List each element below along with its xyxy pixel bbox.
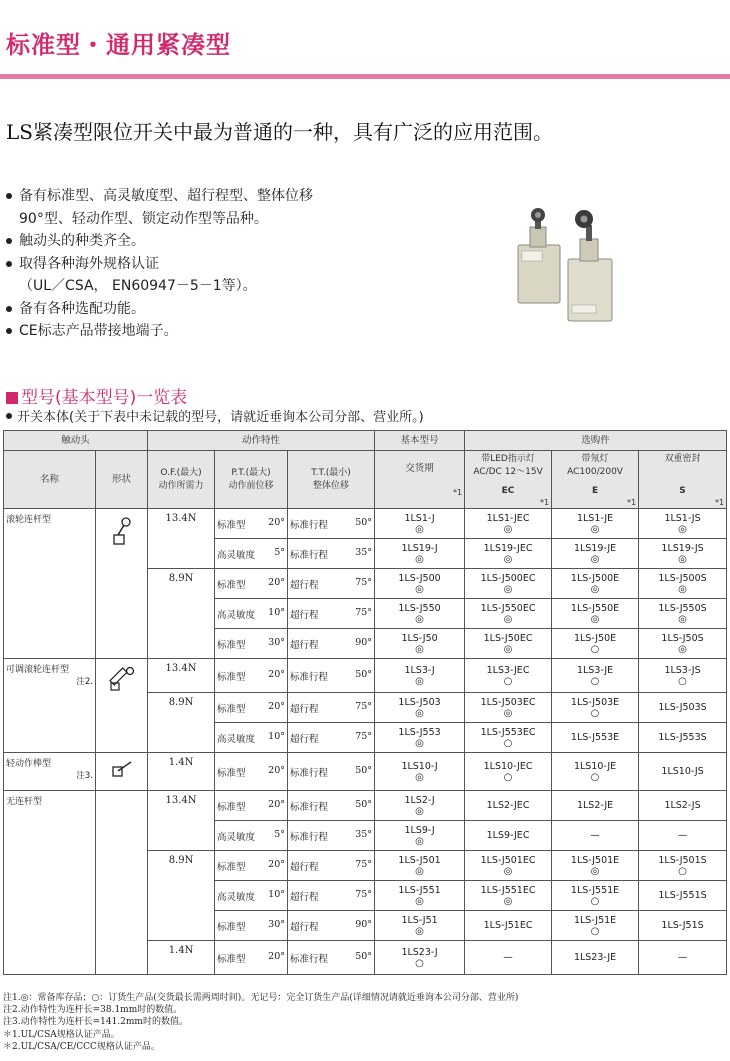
model-cell: 1LS-J503 ◎: [375, 693, 465, 723]
header-of: O.F.(最大) 动作所需力: [148, 451, 215, 509]
tt-value: 标准行程 50°: [288, 659, 375, 693]
actuator-shape: [96, 509, 148, 659]
pt-value: 高灵敏度 10°: [215, 723, 288, 753]
actuator-name: 轻动作棒型 注3.: [4, 753, 96, 791]
pt-value: 标准型 20°: [215, 569, 288, 599]
header-options: 选购件: [465, 431, 727, 451]
tt-value: 超行程 75°: [288, 569, 375, 599]
bullet-icon: [6, 261, 12, 267]
model-cell: 1LS-J50E ○: [552, 629, 639, 659]
model-cell: 1LS-J553E: [552, 723, 639, 753]
model-cell: 1LS1-JE ◎: [552, 509, 639, 539]
model-cell: 1LS-J50S ◎: [639, 629, 727, 659]
model-cell: 1LS2-JS: [639, 791, 727, 821]
bullet-icon: [6, 413, 12, 419]
footnotes: [3, 992, 518, 1053]
pt-value: 标准型 20°: [215, 941, 288, 975]
tt-value: 标准行程 50°: [288, 753, 375, 791]
actuator-name: 滚轮连杆型: [4, 509, 96, 659]
model-cell: 1LS-J50EC ◎: [465, 629, 552, 659]
model-cell: 1LS-J51EC: [465, 911, 552, 941]
model-cell: 1LS10-JE ○: [552, 753, 639, 791]
model-cell: 1LS2-J ◎: [375, 791, 465, 821]
tt-value: 超行程 75°: [288, 881, 375, 911]
section-title: 型号(基本型号)一览表: [6, 383, 187, 408]
model-cell: —: [465, 941, 552, 975]
model-cell: 1LS-J500EC ◎: [465, 569, 552, 599]
model-cell: 1LS19-J ◎: [375, 539, 465, 569]
model-cell: 1LS-J550S ◎: [639, 599, 727, 629]
pt-value: 高灵敏度 5°: [215, 821, 288, 851]
model-cell: 1LS-J553EC ○: [465, 723, 552, 753]
model-cell: 1LS2-JE: [552, 791, 639, 821]
tt-value: 超行程 90°: [288, 629, 375, 659]
footnote: ＊1.UL/CSA规格认证产品。: [3, 1029, 120, 1040]
table-row: [4, 753, 727, 791]
model-cell: 1LS-J501EC ◎: [465, 851, 552, 881]
pt-value: 标准型 20°: [215, 659, 288, 693]
header-neon: 带氖灯 AC100/200V E *1: [552, 451, 639, 509]
model-cell: 1LS-J501S ○: [639, 851, 727, 881]
of-value: 8.9N: [148, 569, 215, 659]
model-cell: —: [552, 821, 639, 851]
tt-value: 超行程 75°: [288, 851, 375, 881]
pt-value: 标准型 20°: [215, 753, 288, 791]
tt-value: 标准行程 35°: [288, 539, 375, 569]
of-value: 13.4N: [148, 659, 215, 693]
model-cell: 1LS1-JS ◎: [639, 509, 727, 539]
feature-item: 取得各种海外规格认证 （UL／CSA， EN60947－5－1等）。: [6, 253, 313, 298]
of-value: 13.4N: [148, 509, 215, 569]
model-cell: 1LS-J503EC ◎: [465, 693, 552, 723]
model-cell: 1LS19-JS ◎: [639, 539, 727, 569]
model-cell: 1LS3-JE ○: [552, 659, 639, 693]
model-cell: 1LS23-J ○: [375, 941, 465, 975]
footnote: 注1.◎：常备库存品；○：订货生产品(交货最长需两周时间)。无记号：完全订货生产品(详细情况请就近垂询本公司分部、营业所): [3, 993, 519, 1003]
model-cell: 1LS-J550EC ◎: [465, 599, 552, 629]
header-led: 带LED指示灯 AC/DC 12～15V EC *1: [465, 451, 552, 509]
page-title: 标准型・通用紧凑型: [6, 31, 231, 59]
pt-value: 高灵敏度 10°: [215, 881, 288, 911]
footnote: 注2.动作特性为连杆长=38.1mm时的数值。: [3, 1005, 183, 1016]
table-row: [4, 659, 727, 693]
tt-value: 标准行程 50°: [288, 791, 375, 821]
table-row: [4, 791, 727, 821]
pt-value: 高灵敏度 10°: [215, 599, 288, 629]
model-cell: 1LS-J500 ◎: [375, 569, 465, 599]
tt-value: 超行程 75°: [288, 723, 375, 753]
header-seal: 双重密封 S *1: [639, 451, 727, 509]
adjustable-roller-lever-icon: [109, 683, 135, 694]
pt-value: 标准型 20°: [215, 693, 288, 723]
model-cell: 1LS10-JEC ○: [465, 753, 552, 791]
model-cell: 1LS23-JE: [552, 941, 639, 975]
model-cell: 1LS-J550E ◎: [552, 599, 639, 629]
model-cell: 1LS9-J ◎: [375, 821, 465, 851]
pt-value: 高灵敏度 5°: [215, 539, 288, 569]
model-cell: 1LS-J51E ○: [552, 911, 639, 941]
square-bullet-icon: [6, 392, 18, 404]
model-cell: 1LS-J553S: [639, 723, 727, 753]
model-cell: 1LS-J50 ◎: [375, 629, 465, 659]
model-cell: 1LS-J551 ◎: [375, 881, 465, 911]
actuator-shape: [96, 753, 148, 791]
model-cell: 1LS2-JEC: [465, 791, 552, 821]
actuator-shape: [96, 791, 148, 975]
model-cell: 1LS9-JEC: [465, 821, 552, 851]
model-cell: 1LS-J550 ◎: [375, 599, 465, 629]
model-cell: 1LS3-JS ○: [639, 659, 727, 693]
model-cell: 1LS-J551E ○: [552, 881, 639, 911]
model-cell: 1LS3-J ◎: [375, 659, 465, 693]
model-cell: 1LS-J503E ○: [552, 693, 639, 723]
model-cell: 1LS3-JEC ○: [465, 659, 552, 693]
pt-value: 标准型 20°: [215, 509, 288, 539]
header-delivery: 交货期 *1: [375, 451, 465, 509]
feature-item: CE标志产品带接地端子。: [6, 320, 313, 343]
model-cell: 1LS-J500E ◎: [552, 569, 639, 599]
model-cell: 1LS1-JEC ◎: [465, 509, 552, 539]
model-cell: 1LS-J51S: [639, 911, 727, 941]
bullet-icon: [6, 306, 12, 312]
model-table: [3, 430, 727, 975]
table-row: [4, 509, 727, 539]
of-value: 1.4N: [148, 753, 215, 791]
of-value: 8.9N: [148, 693, 215, 753]
bullet-icon: [6, 328, 12, 334]
model-cell: —: [639, 821, 727, 851]
tt-value: 标准行程 50°: [288, 509, 375, 539]
pt-value: 标准型 30°: [215, 911, 288, 941]
tt-value: 超行程 75°: [288, 599, 375, 629]
header-pt: P.T.(最大) 动作前位移: [215, 451, 288, 509]
feature-item: 触动头的种类齐全。: [6, 230, 313, 253]
pt-value: 标准型 20°: [215, 851, 288, 881]
bullet-icon: [6, 238, 12, 244]
tt-value: 标准行程 50°: [288, 941, 375, 975]
model-cell: 1LS19-JE ◎: [552, 539, 639, 569]
model-cell: 1LS-J51 ◎: [375, 911, 465, 941]
model-cell: 1LS-J501 ◎: [375, 851, 465, 881]
feature-list: [6, 185, 313, 343]
section-note: 开关本体(关于下表中未记载的型号，请就近垂询本公司分部、营业所。): [6, 406, 424, 425]
actuator-shape: [96, 659, 148, 753]
header-tt: T.T.(最小) 整体位移: [288, 451, 375, 509]
model-cell: 1LS19-JEC ◎: [465, 539, 552, 569]
header-op-char: 动作特性: [148, 431, 375, 451]
tt-value: 超行程 90°: [288, 911, 375, 941]
header-shape: 形状: [96, 451, 148, 509]
model-cell: 1LS10-J ◎: [375, 753, 465, 791]
model-cell: 1LS-J551S: [639, 881, 727, 911]
intro-text: LS紧凑型限位开关中最为普通的一种，具有广泛的应用范围。: [6, 120, 553, 144]
model-cell: 1LS-J503S: [639, 693, 727, 723]
pt-value: 标准型 30°: [215, 629, 288, 659]
footnote: ＊2.UL/CSA/CE/CCC规格认证产品。: [3, 1041, 160, 1052]
footnote: 注3.动作特性为连杆长=141.2mm时的数值。: [3, 1017, 188, 1028]
model-cell: 1LS10-JS: [639, 753, 727, 791]
of-value: 8.9N: [148, 851, 215, 941]
title-rule: [0, 74, 730, 79]
model-cell: 1LS-J553 ◎: [375, 723, 465, 753]
header-base-model: 基本型号: [375, 431, 465, 451]
model-cell: 1LS-J551EC ◎: [465, 881, 552, 911]
tt-value: 标准行程 35°: [288, 821, 375, 851]
actuator-name: 可调滚轮连杆型 注2.: [4, 659, 96, 753]
bullet-icon: [6, 193, 12, 199]
model-cell: 1LS-J500S ◎: [639, 569, 727, 599]
roller-lever-icon: [112, 537, 132, 548]
feature-item: 备有各种选配功能。: [6, 298, 313, 321]
header-name: 名称: [4, 451, 96, 509]
model-cell: 1LS1-J ◎: [375, 509, 465, 539]
header-actuator: 触动头: [4, 431, 148, 451]
actuator-name: 无连杆型: [4, 791, 96, 975]
feature-item: 备有标准型、高灵敏度型、超行程型、整体位移 90°型、轻动作型、锁定动作型等品种。: [6, 185, 313, 230]
of-value: 1.4N: [148, 941, 215, 975]
rod-actuator-icon: [111, 769, 133, 780]
product-photo: [508, 205, 628, 335]
pt-value: 标准型 20°: [215, 791, 288, 821]
tt-value: 超行程 75°: [288, 693, 375, 723]
of-value: 13.4N: [148, 791, 215, 851]
model-cell: —: [639, 941, 727, 975]
model-cell: 1LS-J501E ◎: [552, 851, 639, 881]
